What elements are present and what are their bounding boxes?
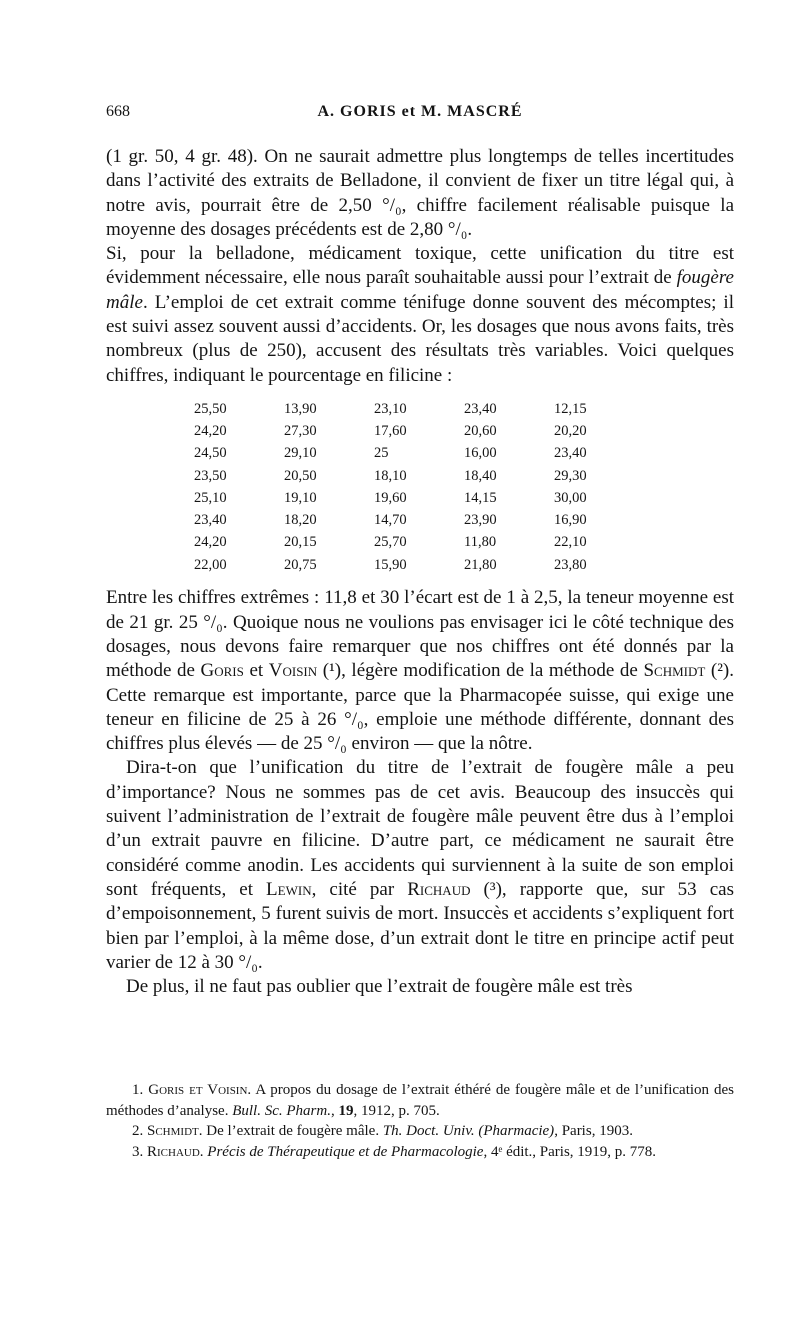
paragraph-2-text-b: . L’emploi de cet extrait comme ténifuge donne souvent des mécomptes; il est suivi assez souvent aussi d’accidents. Or, les dosages que nous avons faits, très nombreux (plus de 250), accusent des résultats très variables. Voici quelques chiffres, indiquant le pourcentage en filicine : <box>106 291 734 386</box>
table-cell: 20,20 <box>554 422 587 439</box>
table-row <box>194 509 644 531</box>
table-cell: 14,70 <box>374 512 407 529</box>
footnotes <box>106 1080 734 1162</box>
footnote-3-end: , 4ᵉ édit., Paris, 1919, p. 778. <box>483 1143 657 1160</box>
footnote-2-italic: Th. Doct. Univ. <box>382 1123 475 1139</box>
footnote-1-volume: 19 <box>338 1102 354 1119</box>
footnote-2-end: , Paris, 1903. <box>554 1123 633 1139</box>
table-cell: 14,15 <box>464 489 497 506</box>
filicine-table-body <box>194 398 644 576</box>
paragraph-2-italic: fougère mâle <box>106 267 734 313</box>
paragraph-4 <box>106 756 734 975</box>
table-cell: 22,00 <box>194 556 227 573</box>
running-title: A. GORIS et M. MASCRÉ <box>317 103 523 120</box>
footnote-3-number: 3. <box>132 1143 144 1160</box>
table-cell: 23,10 <box>374 400 407 417</box>
table-cell: 27,30 <box>284 422 317 439</box>
table-cell: 25 <box>374 445 389 462</box>
paragraph-2 <box>106 242 734 388</box>
paragraph-4-text-a: Dira-t-on que l’unification du titre de l’extrait de fougère mâle a peu d’importance? Nous ne sommes pas de cet avis. Beaucoup des insuccès qui suivent l’administration de l’extrait de fougère mâle peuvent être dus à l’emploi d’un extrait pauvre en filicine. D’autre part, ce médicament ne saurait être considéré comme anodin. Les accidents qui surviennent à la suite de son emploi sont fréquents, et <box>106 757 734 900</box>
table-cell: 24,20 <box>194 422 227 439</box>
table-cell: 18,40 <box>464 467 497 484</box>
table-cell: 11,80 <box>464 534 497 551</box>
table-cell: 19,60 <box>374 489 407 506</box>
author-schmidt: Schmidt <box>643 660 706 682</box>
paragraph-4-text-c: (³), rapporte que, sur 53 cas d’empoisonnement, 5 furent suivis de mort. Insuccès et accidents s’expliquent fort bien par l’emploi, à la même dose, d’un extrait dont le titre en principe actif peut varier de 12 à 30 °/₀. <box>106 878 734 973</box>
table-cell: 15,90 <box>374 556 407 573</box>
table-row <box>194 398 644 420</box>
table-cell: 17,60 <box>374 422 407 439</box>
footnote-1-separator: , <box>330 1102 339 1119</box>
table-row <box>194 443 644 465</box>
page-header <box>106 103 734 127</box>
table-cell: 20,15 <box>284 534 317 551</box>
footnote-3-italic: Précis de Thérapeutique et de Pharmacologie <box>203 1143 484 1160</box>
table-cell: 21,80 <box>464 556 497 573</box>
table-row <box>194 465 644 487</box>
table-cell: 29,10 <box>284 445 317 462</box>
footnote-2-faculty: (Pharmacie) <box>474 1123 555 1139</box>
paragraph-4-text-b: , cité par <box>311 878 408 900</box>
table-cell: 22,10 <box>554 534 587 551</box>
filicine-table-wrap <box>106 398 734 576</box>
table-cell: 20,50 <box>284 467 317 484</box>
footnote-1-authors: Goris et Voisin. <box>148 1082 252 1098</box>
author-richaud: Richaud <box>407 878 471 900</box>
table-cell: 23,90 <box>464 512 497 529</box>
footnote-1-end: , 1912, p. 705. <box>353 1102 440 1119</box>
footnote-2 <box>106 1121 734 1142</box>
table-cell: 25,10 <box>194 489 227 506</box>
paragraph-3 <box>106 586 734 756</box>
page-number: 668 <box>106 103 130 120</box>
table-cell: 19,10 <box>284 489 317 506</box>
paragraph-3-text-a: Entre les chiffres extrêmes : 11,8 et 30 l’écart est de 1 à 2,5, la teneur moyenne est de 21 gr. 25 °/₀. Quoique nous ne voulions pas envisager ici le côté technique des dosages, nous devons faire remarquer que nos chiffres ont été donnés par la méthode de <box>106 587 734 682</box>
table-cell: 29,30 <box>554 467 587 484</box>
paragraph-3-text-c: (¹), légère modification de la méthode de <box>317 660 644 682</box>
paragraph-1: (1 gr. 50, 4 gr. 48). On ne saurait admettre plus longtemps de telles incertitudes dans l’activité des extraits de Belladone, il convient de fixer un titre légal qui, à notre avis, pourrait être de 2,50 °/₀, chiffre facilement réalisable puisque la moyenne des dosages précédents est de 2,80 °/₀. <box>106 146 734 240</box>
table-cell: 25,50 <box>194 400 227 417</box>
table-cell: 16,90 <box>554 512 587 529</box>
table-cell: 20,60 <box>464 422 497 439</box>
footnote-1-journal: Bull. Sc. Pharm. <box>232 1102 331 1119</box>
footnote-2-text: De l’extrait de fougère mâle. <box>202 1123 383 1139</box>
footnote-2-author: Schmidt. <box>147 1123 203 1139</box>
table-cell: 25,70 <box>374 534 407 551</box>
table-cell: 24,20 <box>194 534 227 551</box>
table-cell: 13,90 <box>284 400 317 417</box>
footnote-1-number: 1. <box>132 1082 144 1098</box>
table-cell: 16,00 <box>464 445 497 462</box>
author-lewin: Lewin <box>266 878 312 900</box>
author-goris: Goris <box>200 660 244 682</box>
paragraph-5: De plus, il ne faut pas oublier que l’extrait de fougère mâle est très <box>126 976 633 998</box>
footnote-1 <box>106 1080 734 1121</box>
table-row <box>194 532 644 554</box>
table-cell: 18,10 <box>374 467 407 484</box>
table-row <box>194 420 644 442</box>
author-voisin: Voisin <box>268 660 318 682</box>
table-cell: 20,75 <box>284 556 317 573</box>
table-cell: 12,15 <box>554 400 587 417</box>
paragraph-3-text-b: et <box>243 660 269 682</box>
table-cell: 23,40 <box>194 512 227 529</box>
body-text <box>106 145 734 999</box>
table-cell: 23,40 <box>464 400 497 417</box>
table-cell: 18,20 <box>284 512 317 529</box>
table-cell: 23,50 <box>194 467 227 484</box>
table-cell: 23,40 <box>554 445 587 462</box>
table-row <box>194 487 644 509</box>
table-cell: 30,00 <box>554 489 587 506</box>
table-row <box>194 554 644 576</box>
table-cell: 23,80 <box>554 556 587 573</box>
footnote-2-number: 2. <box>132 1123 144 1139</box>
footnote-1-text: A propos du dosage de l’extrait éthéré de fougère mâle et de l’unification des méthodes d’analyse. <box>106 1082 735 1119</box>
paragraph-2-text-a: Si, pour la belladone, médicament toxique, cette unification du titre est évidemment nécessaire, elle nous paraît souhaitable aussi pour l’extrait de <box>106 243 734 289</box>
footnote-3-author: Richaud. <box>147 1143 204 1160</box>
filicine-table <box>194 398 644 576</box>
footnote-3 <box>106 1142 734 1163</box>
table-cell: 24,50 <box>194 445 227 462</box>
paragraph-3-text-d: (²). Cette remarque est importante, parce que la Pharmacopée suisse, qui exige une teneur en filicine de 25 à 26 °/₀, emploie une méthode différente, donnant des chiffres plus élevés — de 25 °/₀ environ — que la nôtre. <box>106 660 734 755</box>
